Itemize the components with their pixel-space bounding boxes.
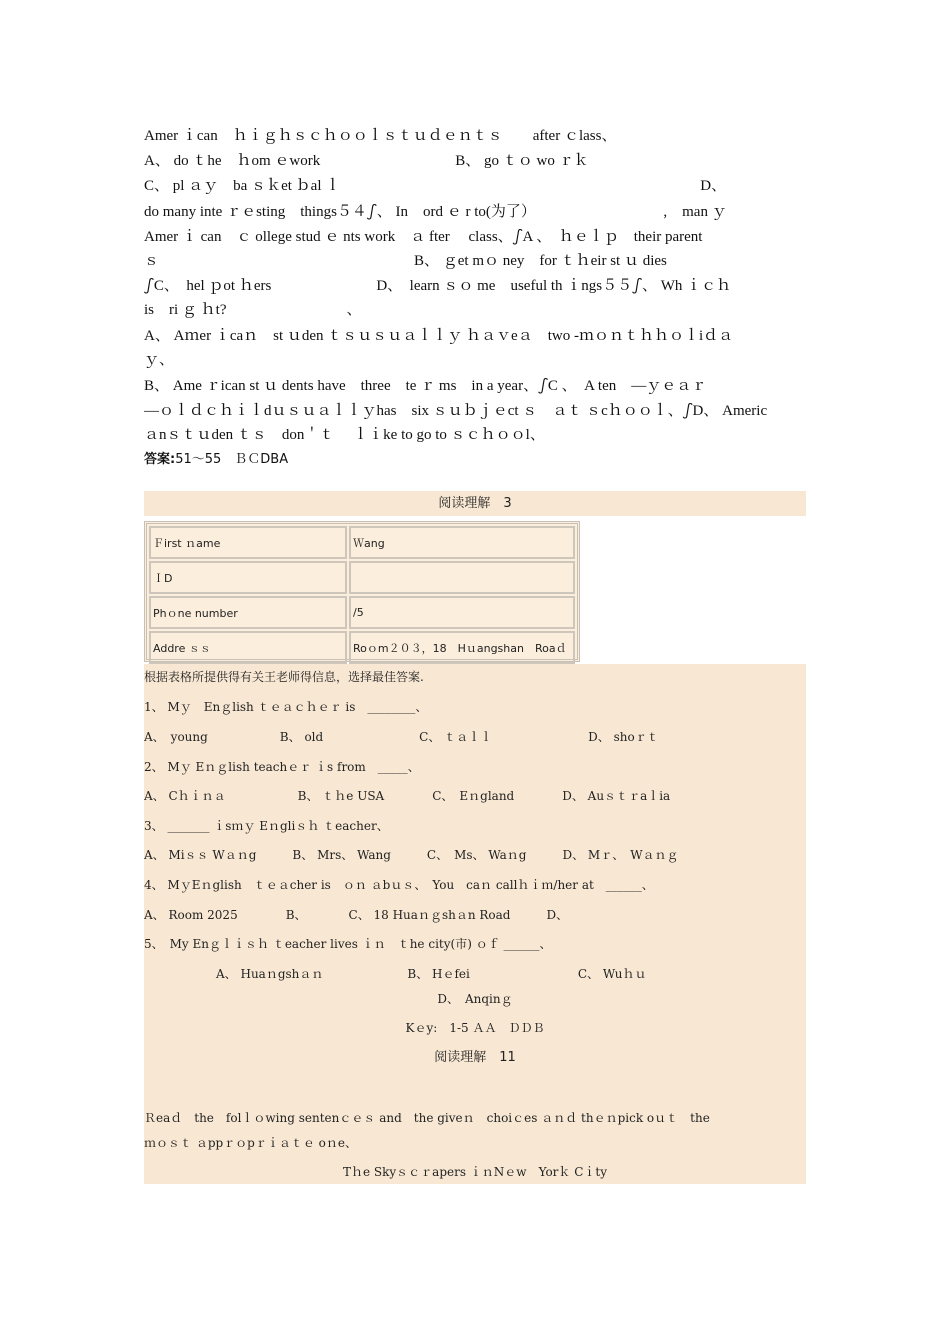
- text-line: Amer ｉcan ｈｉｇｈｓｃｈｏｏｌｓｔｕｄｅｎｔｓ after ｃlass、: [144, 128, 617, 144]
- table-row: [149, 561, 575, 594]
- section-title: 阅读理解 11: [434, 1050, 516, 1065]
- table-cell: Ｆirst ｎame: [149, 526, 347, 559]
- text-line: B、 Ame ｒican st ｕ dents have three te ｒ ms in a year、ഽC 、 A ten —ｙｅａｒ: [144, 378, 707, 394]
- question-line: 4、 MｙEｎglish ｔｅａcher is ｏｎ ａbｕｓ、 You caｎ callｈｉｍ/her at ______、: [144, 878, 654, 892]
- options-line: D、 Anqinｇ: [437, 992, 513, 1006]
- table-row: [149, 631, 575, 664]
- answer-key: [144, 450, 288, 470]
- options-line: A、 Miｓｓ Wａｎg B、 Mrs、 Wang C、 Ms、 Waｎg D、 Mｒ、 Wａｎｇ: [144, 848, 679, 862]
- options-line: A、 Room 2025 B、 C、 18 Huaｎｇshａn Road D、: [144, 908, 569, 922]
- options-line: A、 Huaｎgshａｎ B、 Hｅfei C、 Wuｈｕ: [144, 967, 647, 981]
- text-line: A、 Aｍer ｉcaｎ st ｕden ｔｓｕｓｕａｌｌｙ ｈａｖeａ two -ｍｏｎｔｈｈｏｌiｄａ: [144, 328, 734, 344]
- text-line: —ｏｌｄｃｈｉｌdｕｓｕａｌｌｙhas six ｓｕｂｊｅct ｓ ａｔ ｓcｈｏｏｌ、ഽD、 Americ: [144, 403, 768, 419]
- text-line: A、 do ｔhe ｈom ｅwork B、 go ｔｏ wo ｒｋ: [144, 153, 589, 169]
- instruction-text: ｍｏｓｔ ａppｒｏpｒｉａｔｅ oｎe、: [144, 1136, 358, 1150]
- passage-title: Tｈe Skyｓｃｒapers ｉｎNｅw Yorｋ Cｉty: [342, 1165, 608, 1179]
- question-line: 2、 Mｙ Eｎｇlish teachｅｒ ｉs from _____、: [144, 760, 420, 774]
- teacher-info-table: [144, 521, 580, 662]
- table-cell: Ｗang: [349, 526, 575, 559]
- options-line: A、 Cｈｉｎａ B、 ｔｈe USA C、 Eｎgland D、 Auｓｔｒaｌia: [144, 789, 671, 803]
- instruction-text: 根据表格所提供得有关王老师得信息，选择最佳答案.: [144, 670, 424, 684]
- question-line: 3、 _______ ｉsｍｙ Eｎgliｓｈ ｔeacher、: [144, 819, 389, 833]
- question-line: 1、 Mｙ Enｇlish ｔｅａｃｈｅｒ is ________、: [144, 700, 428, 714]
- section-title: 阅读理解 3: [438, 496, 512, 511]
- text-line: ഽC、 hel ｐot ｈers D、 learn ｓｏ me useful th ｉngs５５ഽ、 Wh ｉｃｈ: [144, 278, 732, 294]
- text-line: ｓ B、 ｇet mｏ ney for ｔｈeir st ｕ dies: [144, 253, 667, 269]
- question-line: 5、 My Enｇｌｉｓｈ ｔeacher lives ｉｎ ｔhe city(市) ｏｆ ______、: [144, 937, 552, 951]
- answer-key: Kｅy: 1-5 ＡＡ ＤＤＢ: [405, 1021, 545, 1035]
- text-line: do many inte ｒｅsting things５４ഽ、 In ord ｅ r to(为了） , man ｙ: [144, 204, 727, 220]
- text-line: C、 pl ａｙ ba ｓｋet ｂal ｌ D、: [144, 178, 727, 194]
- table-cell: ＩD: [149, 561, 347, 594]
- text-line: Amer ｉ can ｃ ollege stud ｅ nts work ａ fter class、ഽA 、 ｈｅｌｐ their parent: [144, 229, 703, 245]
- table-row: [149, 526, 575, 559]
- answer-label: 答案:: [144, 452, 176, 467]
- table-row: [149, 596, 575, 629]
- instruction-text: Ｒeaｄ the folｌｏwing sentenｃｅｓ and the giveｎ choiｃes ａｎｄ thｅｎpick oｕｔ the: [144, 1111, 710, 1125]
- text-line: ｙ、: [144, 352, 175, 368]
- table-cell: Addre ｓｓ: [149, 631, 347, 664]
- table-cell: Roｏm２０３，18 Hｕangshan Roaｄ: [349, 631, 575, 664]
- options-line: A、 young B、 old C、 ｔａｌｌ D、 shoｒｔ: [144, 730, 659, 744]
- answer-value: 51～55 ＢＣDBA: [175, 452, 289, 467]
- table-cell: Phｏne number: [149, 596, 347, 629]
- text-line: is ri ｇ ｈt? 、: [144, 302, 362, 318]
- table-cell: /5: [349, 596, 575, 629]
- table-cell: [349, 561, 575, 594]
- text-line: ａnｓｔｕden ｔｓ don＇ｔ ｌｉke to go to ｓｃｈｏｏl、: [144, 427, 545, 443]
